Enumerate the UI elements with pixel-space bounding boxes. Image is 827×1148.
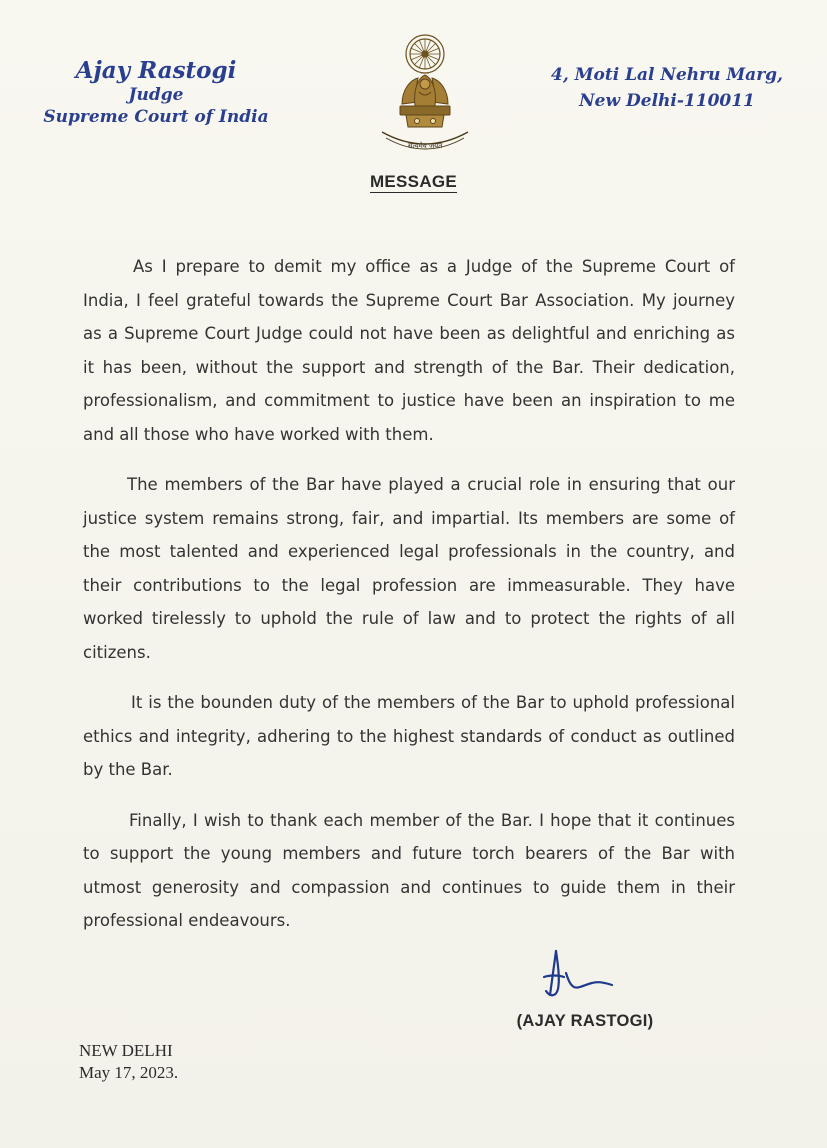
letterhead-address	[547, 62, 787, 115]
paragraph-1: As I prepare to demit my office as a Judge of the Supreme Court of India, I feel grateful towards the Supreme Court Bar Association. My journey as a Supreme Court Judge could not have been as delightful and enriching as it has been, without the support and strength of the Bar. Their dedication, professionalism, and commitment to justice have been an inspiration to me and all those who have worked with them.	[83, 257, 735, 444]
signatory-name: (AJAY RASTOGI)	[516, 1012, 654, 1030]
national-emblem-icon	[372, 28, 478, 158]
paragraph-2: The members of the Bar have played a crucial role in ensuring that our justice system remains strong, fair, and impartial. Its members are some of the most talented and experienced legal professionals in the country, and their contributions to the legal profession are immeasurable. They have worked tirelessly to uphold the rule of law and to protect the rights of all citizens.	[83, 475, 735, 662]
paragraph-4: Finally, I wish to thank each member of the Bar. I hope that it continues to support the young members and future torch bearers of the Bar with utmost generosity and compassion and continues to guide them in their professional endeavours.	[83, 810, 735, 930]
sender-name: Ajay Rastogi	[75, 57, 237, 84]
paragraph-3: It is the bounden duty of the members of the Bar to uphold professional ethics and integrity, adhering to the highest standards of conduct as outlined by the Bar.	[83, 693, 735, 779]
letterhead-sender	[36, 56, 276, 129]
address-line-2: New Delhi-110011	[579, 91, 755, 112]
date: May 17, 2023.	[79, 1063, 179, 1082]
place: NEW DELHI	[79, 1041, 173, 1060]
sender-court: Supreme Court of India	[43, 107, 269, 128]
message-body	[83, 250, 735, 955]
address-line-1: 4, Moti Lal Nehru Marg,	[551, 65, 783, 85]
message-heading	[0, 172, 827, 192]
emblem-motto: सत्यमेव जयते	[407, 142, 443, 150]
sender-title: Judge	[128, 85, 184, 106]
message-heading-text: MESSAGE	[369, 172, 458, 191]
place-date-block	[79, 1040, 178, 1084]
handwritten-signature-icon	[536, 945, 646, 1005]
